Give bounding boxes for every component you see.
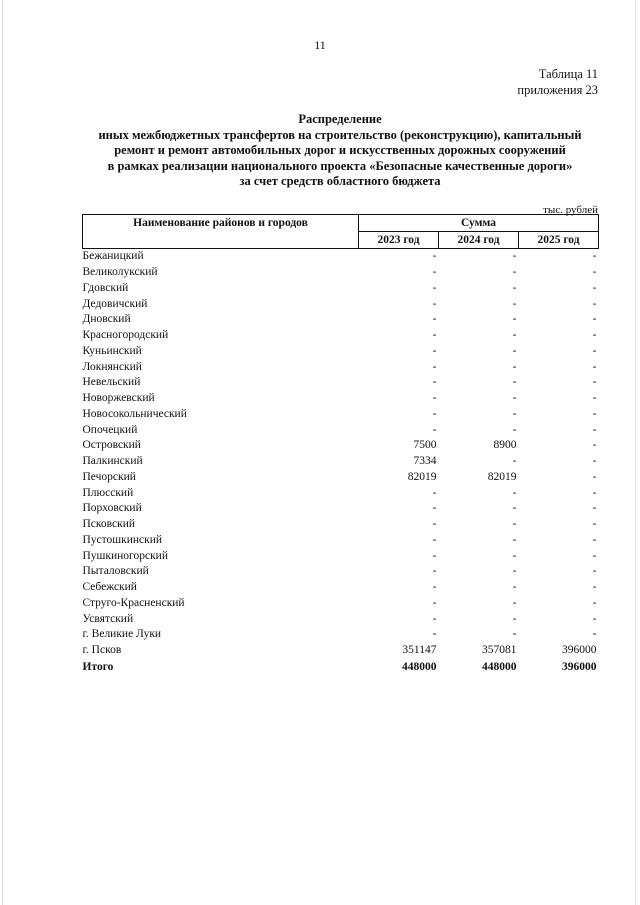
table-row	[83, 501, 599, 517]
value-2025: -	[592, 533, 597, 546]
header-year-2024: 2024 год	[439, 232, 519, 249]
table-row	[83, 375, 599, 391]
table-row	[83, 438, 599, 454]
value-2023: -	[432, 392, 437, 405]
table-row	[83, 548, 599, 564]
total-2023: 448000	[402, 660, 437, 673]
value-2023: -	[432, 250, 437, 263]
value-2024: -	[512, 612, 517, 625]
table-row	[83, 391, 599, 407]
value-2025: -	[592, 596, 597, 609]
table-row	[83, 359, 599, 375]
value-2024: -	[512, 502, 517, 515]
table-row	[83, 627, 599, 643]
value-2023: -	[432, 376, 437, 389]
row-name: Новосокольнический	[82, 407, 187, 420]
table-row	[83, 611, 599, 627]
header-row	[83, 215, 599, 232]
table-row	[83, 344, 599, 360]
row-name: Новоржевский	[82, 392, 155, 405]
value-2025: -	[592, 502, 597, 515]
value-2023: -	[432, 549, 437, 562]
row-name: Гдовский	[82, 281, 129, 294]
row-name: Пустошкинский	[82, 533, 163, 546]
row-name: Локнянский	[82, 360, 142, 373]
row-name: Бежаницкий	[82, 250, 144, 263]
table-row	[83, 454, 599, 470]
table-row	[83, 533, 599, 549]
table-ref-line1: Таблица 11	[538, 67, 598, 81]
value-2023: -	[432, 281, 437, 294]
value-2023: 351147	[402, 644, 437, 657]
value-2025: -	[592, 407, 597, 420]
table-row	[83, 643, 599, 659]
total-row	[83, 659, 599, 675]
table-row	[83, 470, 599, 486]
row-name: г. Великие Луки	[82, 628, 162, 641]
row-name: Куньинский	[82, 344, 142, 357]
value-2025: -	[592, 628, 597, 641]
total-2025: 396000	[562, 660, 597, 673]
row-name: Красногородский	[82, 329, 169, 342]
row-name: Пыталовский	[82, 565, 149, 578]
row-name: Себежский	[82, 581, 137, 594]
title-line4: в рамках реализации национального проекта «Безопасные качественные дороги»	[107, 158, 573, 173]
header-year-2023: 2023 год	[359, 232, 439, 249]
header-name: Наименование районов и городов	[83, 215, 359, 249]
value-2025: -	[592, 581, 597, 594]
value-2024: -	[512, 628, 517, 641]
value-2023: -	[432, 407, 437, 420]
row-name: Дедовичский	[82, 297, 148, 310]
header-sum: Сумма	[359, 215, 599, 232]
row-name: Великолукский	[82, 266, 158, 279]
value-2023: -	[432, 502, 437, 515]
table-row	[83, 485, 599, 501]
table-row	[83, 564, 599, 580]
page-number: 11	[314, 38, 326, 52]
row-name: Порховский	[82, 502, 142, 515]
value-2024: -	[512, 297, 517, 310]
value-2024: -	[512, 549, 517, 562]
value-2023: -	[432, 581, 437, 594]
value-2024: -	[512, 565, 517, 578]
table-row	[83, 281, 599, 297]
value-2025: -	[592, 392, 597, 405]
distribution-table	[82, 214, 599, 675]
table-row	[83, 580, 599, 596]
value-2023: -	[432, 486, 437, 499]
value-2025: -	[592, 360, 597, 373]
value-2023: 82019	[407, 470, 437, 483]
value-2023: -	[432, 313, 437, 326]
document-title	[60, 112, 620, 190]
value-2024: -	[512, 360, 517, 373]
table-row	[83, 407, 599, 423]
value-2023: -	[432, 344, 437, 357]
value-2023: -	[432, 518, 437, 531]
value-2023: -	[432, 297, 437, 310]
title-line5: за счет средств областного бюджета	[239, 174, 441, 188]
table-ref-line2: приложения 23	[517, 83, 598, 97]
value-2025: -	[592, 313, 597, 326]
row-name: Плюсский	[82, 486, 134, 499]
value-2023: -	[432, 533, 437, 546]
value-2025: -	[592, 455, 597, 468]
page-edge-left	[2, 0, 3, 905]
row-name: Псковский	[82, 518, 136, 531]
table-row	[83, 265, 599, 281]
value-2024: 8900	[493, 439, 517, 452]
value-2024: -	[512, 266, 517, 279]
table-row	[83, 422, 599, 438]
value-2023: -	[432, 360, 437, 373]
table-row	[83, 312, 599, 328]
value-2024: 357081	[482, 644, 517, 657]
value-2025: -	[592, 423, 597, 436]
row-name: Усвятский	[82, 612, 134, 625]
table-row	[83, 596, 599, 612]
row-name: Дновский	[82, 313, 131, 326]
value-2025: -	[592, 439, 597, 452]
value-2025: -	[592, 250, 597, 263]
value-2025: -	[592, 376, 597, 389]
value-2023: -	[432, 565, 437, 578]
value-2025: -	[592, 329, 597, 342]
value-2024: -	[512, 376, 517, 389]
value-2025: 396000	[562, 644, 597, 657]
value-2023: -	[432, 266, 437, 279]
value-2024: -	[512, 329, 517, 342]
value-2024: -	[512, 596, 517, 609]
row-name: Палкинский	[82, 455, 143, 468]
page-edge-right	[635, 0, 636, 905]
title-line1: Распределение	[298, 112, 382, 126]
row-name: Опочецкий	[82, 423, 138, 436]
value-2023: -	[432, 628, 437, 641]
value-2023: -	[432, 612, 437, 625]
value-2024: 82019	[487, 470, 517, 483]
row-name: г. Псков	[82, 644, 122, 657]
row-name: Пушкиногорский	[82, 549, 168, 562]
value-2024: -	[512, 344, 517, 357]
value-2025: -	[592, 549, 597, 562]
value-2023: -	[432, 423, 437, 436]
value-2025: -	[592, 297, 597, 310]
value-2024: -	[512, 313, 517, 326]
row-name: Невельский	[82, 376, 141, 389]
table-row	[83, 517, 599, 533]
table-reference	[517, 66, 598, 98]
value-2025: -	[592, 470, 597, 483]
title-line3: ремонт и ремонт автомобильных дорог и искусственных дорожных сооружений	[114, 143, 566, 157]
value-2024: -	[512, 250, 517, 263]
value-2025: -	[592, 612, 597, 625]
value-2024: -	[512, 455, 517, 468]
value-2024: -	[512, 407, 517, 420]
value-2024: -	[512, 486, 517, 499]
row-name: Островский	[82, 439, 141, 452]
value-2024: -	[512, 423, 517, 436]
value-2025: -	[592, 565, 597, 578]
value-2024: -	[512, 392, 517, 405]
value-2025: -	[592, 518, 597, 531]
value-2025: -	[592, 486, 597, 499]
value-2025: -	[592, 344, 597, 357]
total-label: Итого	[82, 660, 114, 673]
value-2024: -	[512, 533, 517, 546]
value-2023: 7500	[413, 439, 437, 452]
value-2023: -	[432, 596, 437, 609]
value-2023: -	[432, 329, 437, 342]
table-row	[83, 328, 599, 344]
row-name: Печорский	[82, 470, 136, 483]
value-2023: 7334	[413, 455, 437, 468]
value-2025: -	[592, 266, 597, 279]
total-2024: 448000	[482, 660, 517, 673]
row-name: Струго-Красненский	[82, 596, 185, 609]
value-2025: -	[592, 281, 597, 294]
title-line2: иных межбюджетных трансфертов на строительство (реконструкцию), капитальный	[98, 127, 582, 142]
units-label: тыс. рублей	[543, 204, 598, 216]
value-2024: -	[512, 581, 517, 594]
value-2024: -	[512, 281, 517, 294]
table-row	[83, 296, 599, 312]
table-row	[83, 249, 599, 265]
header-year-2025: 2025 год	[519, 232, 599, 249]
value-2024: -	[512, 518, 517, 531]
